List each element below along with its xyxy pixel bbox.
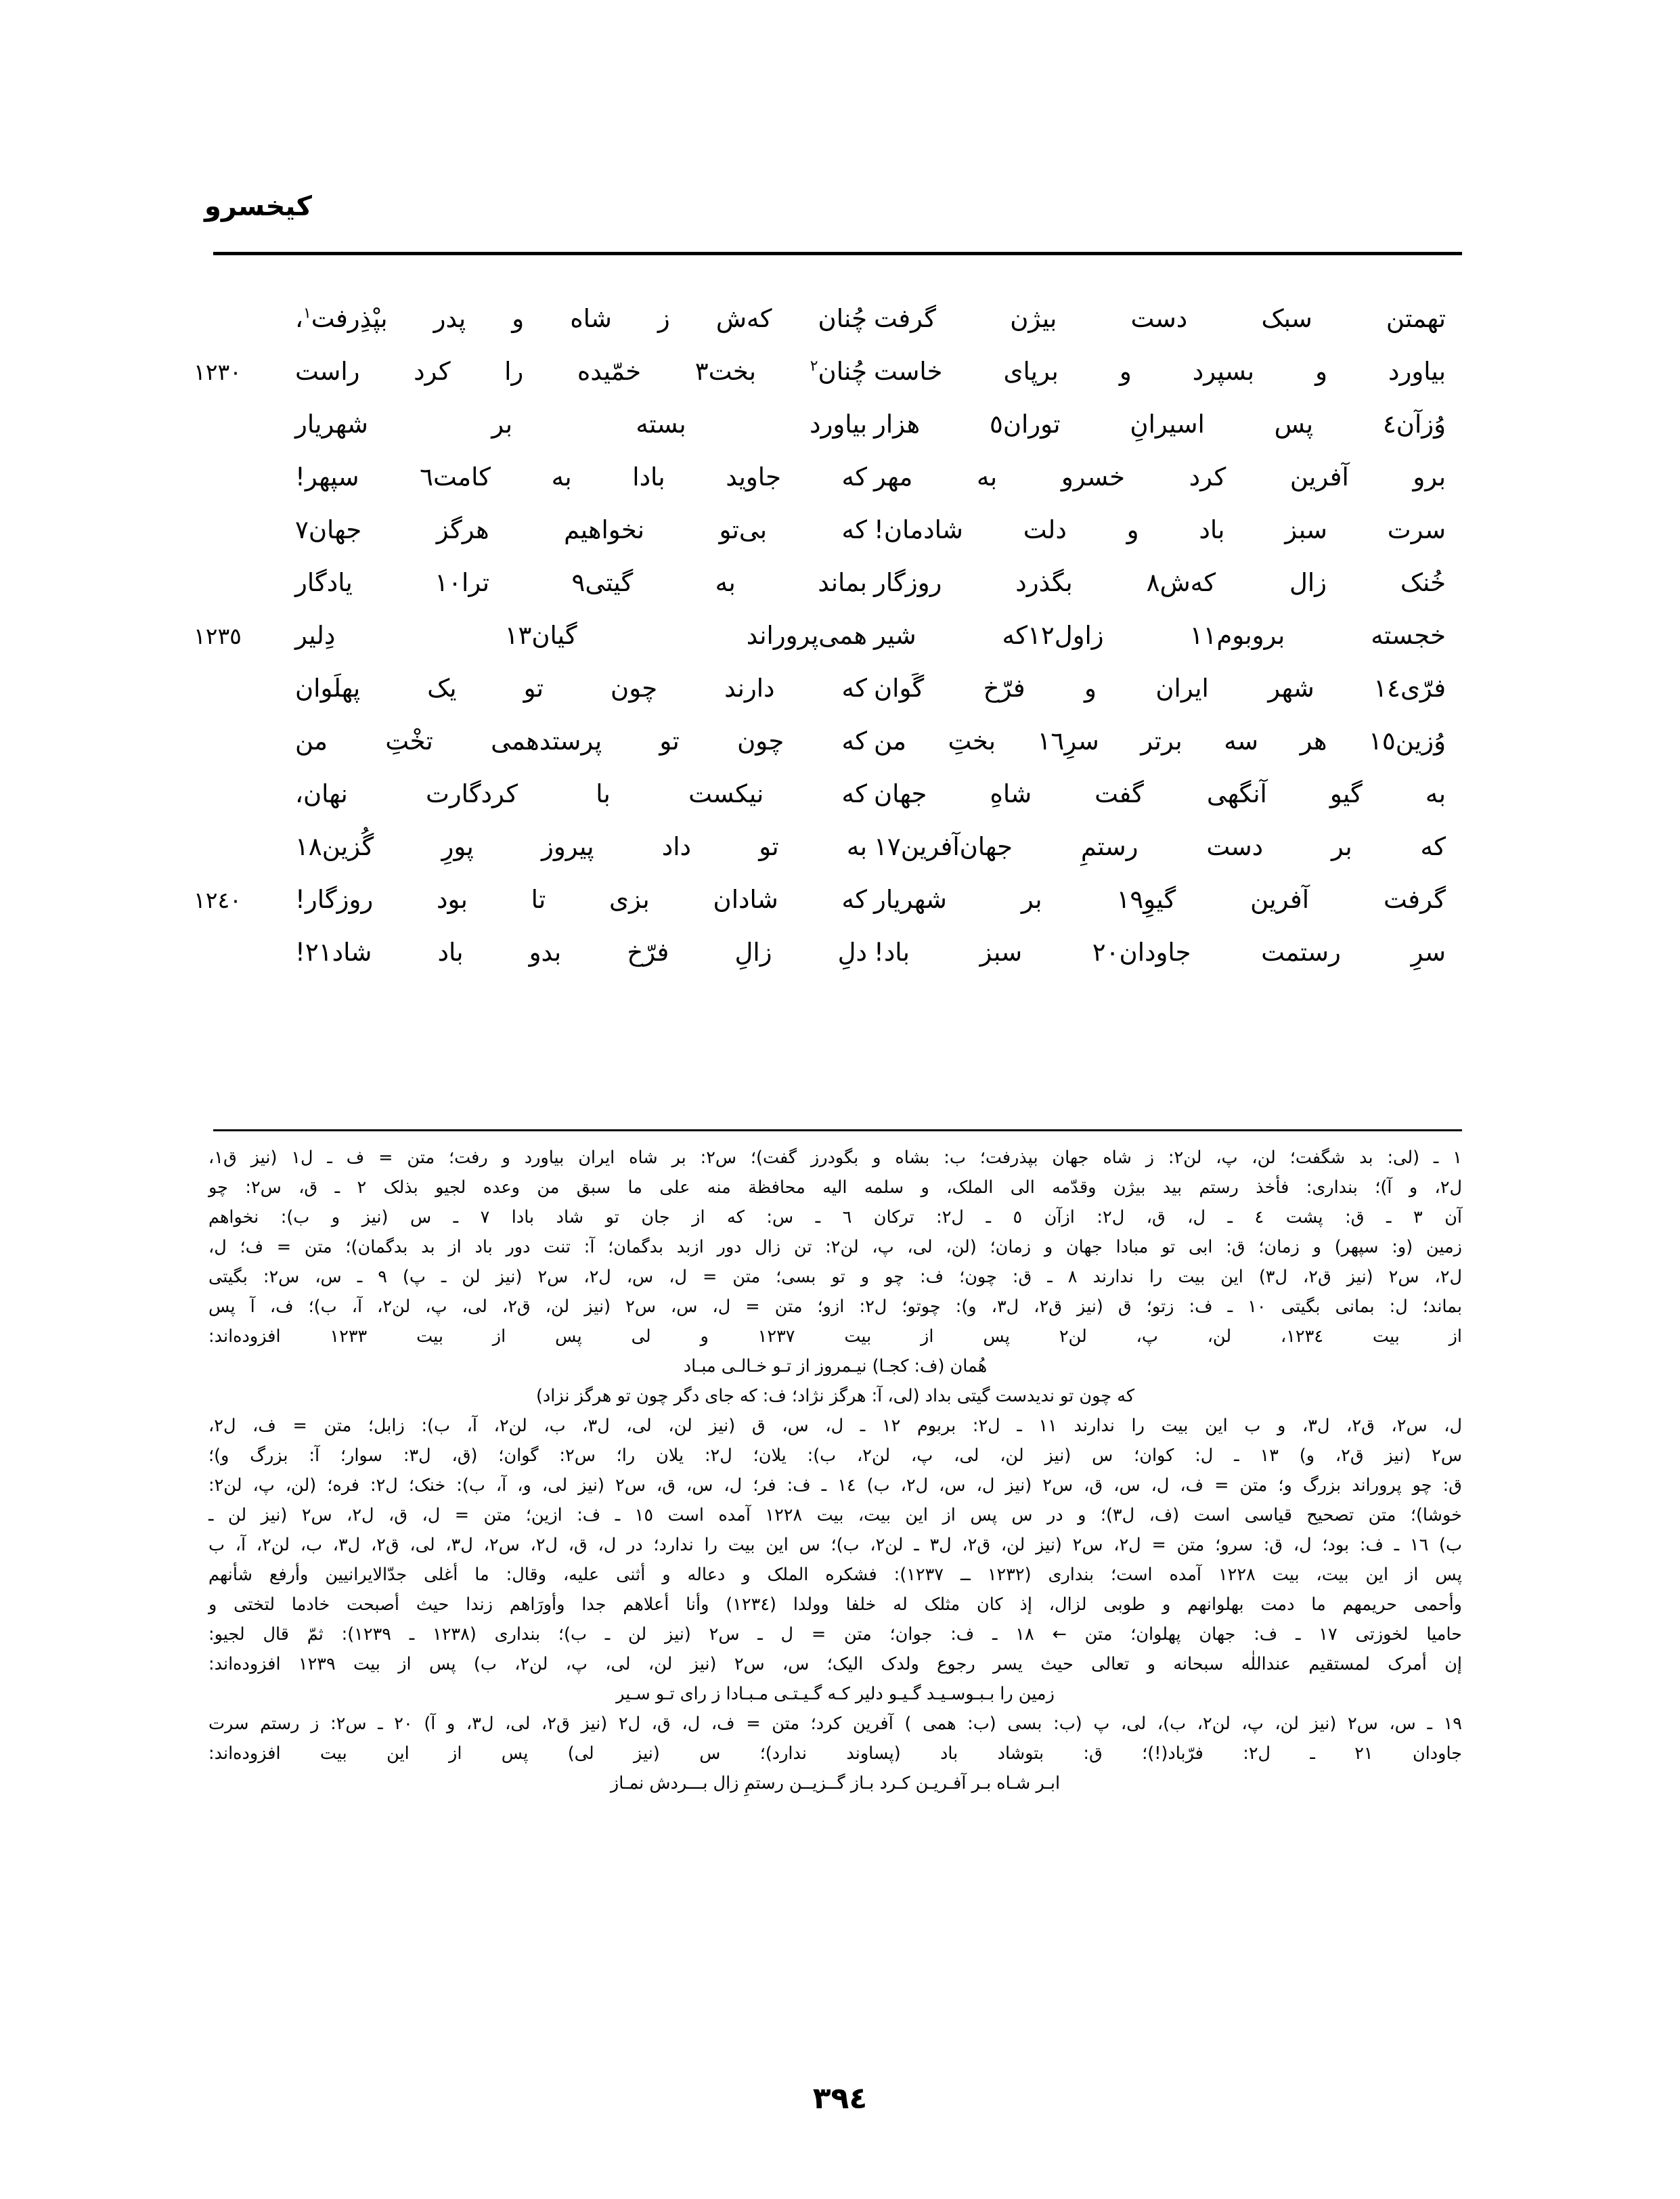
apparatus-line: ب) ١٦ ـ ف: بود؛ ل، ق: سرو؛ متن = ل٢، س٢ (نیز لن، ق٢، ل٣ ـ لن٢، ب)؛ س این بیت را ندارد؛ در ل، ق، ل٢، س٢، ل٣، لی، ق٢، ل٣، ب، لن٢، آ، ب: [208, 1535, 1462, 1555]
verse-row: [211, 715, 1457, 768]
hemistich-left: دلِ زالِ فرّخ بدو باد شاد٢١!: [295, 938, 867, 967]
hemistich-left-text: چُنان: [818, 357, 867, 386]
hemistich-left: بیاورد بسته بر شهریار: [295, 410, 867, 439]
apparatus-quoted-verse: هُمان (ف: کجـا) نیـمروز از تـو خـالـی مبـاد: [683, 1356, 988, 1376]
apparatus-line: حامیا لخوزتی ١٧ ـ ف: جهان پهلوان؛ متن ← ١٨ ـ ف: جوان؛ متن = ل ـ س٢ (نیز لن ـ ب)؛ بنداری (١٢٣٨ ـ ١٢٣٩): ثمّ قال لجیو:: [208, 1624, 1463, 1645]
hemistich-right: برو آفرین کرد خسرو به مهر: [874, 462, 1446, 492]
hemistich-left-tail: ،: [295, 304, 303, 333]
running-head-title: کیخسرو: [204, 191, 312, 222]
hemistich-right: بیاورد و بسپرد و برپای خاست: [874, 357, 1446, 386]
hemistich-left: که شادان بزی تا بود روزگار!: [295, 885, 867, 914]
verse-row: [211, 504, 1457, 557]
verse-row: [211, 821, 1457, 873]
hemistich-left-text: چُنان که‌ش ز شاه و پدر بپْذِرفت: [311, 304, 867, 333]
verse-footnote-marker: ٢: [810, 357, 818, 375]
apparatus-quoted-verse: زمین را بـبـوسـیـد گـیـو دلیر کـه گـیـتـی مـبـادا ز رای تـو سـیر: [616, 1684, 1055, 1704]
hemistich-right: که بر دست رستمِ جهان‌آفرین١٧: [874, 832, 1446, 861]
hemistich-left: بماند به گیتی٩ ترا١٠ یادگار: [295, 568, 867, 597]
hemistich-left: به تو داد پیروز پورِ گُزین١٨: [295, 832, 867, 861]
critical-apparatus: [208, 1143, 1462, 1798]
hemistich-left: که نیکست با کردگارت نهان،: [295, 779, 867, 808]
hemistich-left: [295, 345, 874, 398]
apparatus-line: ل٢، و آ)؛ بنداری: فأخذ رستم بید بیژن وقدّمه الی الملک، و سلمه الیه محافظة منه علی ما سبق من وعده لجیو بذلک ٢ ـ ق، س٢: چو: [208, 1177, 1463, 1198]
hemistich-left: که جاوید بادا به کامت٦ سپهر!: [295, 462, 867, 492]
verse-row: [194, 345, 1457, 398]
apparatus-line: ل، س٢، ق٢، ل٣، و ب این بیت را ندارند ١١ ـ ل٢: بربوم ١٢ ـ ل، س، ق (نیز لن، لی، ل٣، ب، لن٢، آ، ب): زابل؛ متن = ف، ل٢،: [208, 1416, 1462, 1436]
verse-number: ١٢٣٥: [194, 623, 242, 649]
apparatus-line: جاودان ٢١ ـ ل٢: فرّباد(!)؛ ق: بتوشاد باد (پساوند ندارد)؛ س (نیز لی) پس از این بیت افزوده‌اند:: [208, 1743, 1462, 1764]
hemistich-right: خجسته بروبوم١١ زاول١٢که شیر: [874, 621, 1446, 650]
apparatus-divider: [213, 1129, 1462, 1131]
verse-number: ١٢٤٠: [194, 887, 242, 913]
apparatus-line: بماند؛ ل: بمانی بگیتی ١٠ ـ ف: زتو؛ ق (نیز ق٢، ل٣، و): چوتو؛ ل٢: ازو؛ متن = ل، س، س٢ (نیز لن، ق٢، لی، پ، لن٢، آ، ب)؛ ف، آ پس: [208, 1297, 1463, 1317]
hemistich-right: خُنک زال که‌ش٨ بگذرد روزگار: [874, 568, 1446, 597]
apparatus-line: پس از این بیت، بیت ١٢٢٨ آمده است؛ بنداری (١٢٣٢ ــ ١٢٣٧): فشکره الملک و دعاله و أثنی علیه، وقال: ما أغلی جدّالایرانیین وأرفع شأنهم: [208, 1565, 1462, 1585]
poem-block: [194, 292, 1457, 979]
hemistich-left: همی‌پروراند گیان١٣ دِلیر: [295, 621, 867, 650]
running-head: [204, 191, 1463, 222]
hemistich-left: که بی‌تو نخواهیم هرگز جهان٧: [295, 515, 867, 544]
verse-footnote-marker: ١: [303, 305, 311, 322]
apparatus-line: ١ ـ (لی: بد شگفت؛ لن، پ، لن٢: ز شاه جهان بپذرفت؛ ب: بشاه و بگودرز گفت)؛ س٢: بر شاه ایران بیاورد و رفت؛ متن = ف ـ ل١ (نیز ق١،: [208, 1148, 1462, 1168]
hemistich-right: وُزین١٥ هر سه برتر سرِ١٦ بختِ من: [874, 726, 1446, 756]
hemistich-right: سرِ رستمت جاودان٢٠ سبز باد!: [874, 938, 1446, 967]
apparatus-line: ١٩ ـ س، س٢ (نیز لن، پ، لن٢، ب)، لی، پ (ب: بسی (ب: همی ) آفرین کرد؛ متن = ف، ل، ق، ل٢ (نیز ق٢، لی، ل٣، و آ) ٢٠ ـ س٢: ز رستم سرت: [208, 1714, 1463, 1734]
verse-number: ١٢٣٠: [194, 359, 242, 385]
hemistich-right: وُزآن٤ پس اسیرانِ توران٥ هزار: [874, 410, 1446, 439]
verse-row: [211, 557, 1457, 609]
hemistich-right: به گیو آنگهی گفت شاهِ جهان: [874, 779, 1446, 808]
hemistich-left: [295, 292, 874, 345]
hemistich-left: که چون تو پرستدهمی تخْتِ من: [295, 726, 867, 756]
apparatus-line: از بیت ١٢٣٤، لن، پ، لن٢ پس از بیت ١٢٣٧ و لی پس از بیت ١٢٣٣ افزوده‌اند:: [208, 1326, 1463, 1347]
hemistich-right: فرّی١٤ شهر ایران و فرّخ گَوان: [874, 674, 1446, 703]
verse-row: [211, 768, 1457, 821]
verse-row: [194, 873, 1457, 926]
verse-row: [211, 398, 1457, 451]
verse-row: [194, 609, 1457, 662]
apparatus-line: آن ٣ ـ ق: پشت ٤ ـ ل، ق، ل٢: ازآن ٥ ـ ل٢: ترکان ٦ ـ س: که از جان تو شاد بادا ٧ ـ س (نیز و ب): نخواهم: [208, 1207, 1463, 1227]
apparatus-line: زمین (و: سپهر) و زمان؛ ق: ابی تو مبادا جهان و زمان؛ (لن، لی، پ، لن٢: تن زال دور ازبد بدگمان؛ آ: تنت دور باد از بد بدگمان)؛ متن = ف؛ ل،: [208, 1237, 1462, 1257]
hemistich-right: گرفت آفرین گیوِ١٩ بر شهریار: [874, 885, 1446, 914]
verse-row: [211, 451, 1457, 504]
apparatus-quoted-verse: که چون تو ندیدست گیتی بداد (لی، آ: هرگز نژاد؛ ف: که جای دگر چون تو هرگز نزاد): [535, 1386, 1135, 1406]
apparatus-line: وأحمی حریمهم ما دمت بهلوانهم و طوبی لزال، إذ کان مثلک له خلفا وولدا (١٢٣٤) وأنا أعلاهم جدا وأورَاهم زندا حیث أصبحت خادما لتختی و: [208, 1594, 1462, 1615]
hemistich-left: که دارند چون تو یک پهلَوان: [295, 674, 867, 703]
apparatus-line: خوشا)؛ متن تصحیح قیاسی است (ف، ل٣)؛ و در س پس از این بیت، بیت ١٢٢٨ آمده است ١٥ ـ ف: ازین؛ متن = ل، ق، ل٢، س٢ (نیز لن ـ: [208, 1505, 1462, 1525]
apparatus-quoted-verse: ابـر شـاه بـر آفـریـن کـرد بـاز گــزیــن رستمِ زال بـــردش نمـاز: [610, 1773, 1061, 1793]
hemistich-right: تهمتن سبک دست بیژن گرفت: [874, 304, 1446, 333]
verse-row: [211, 292, 1457, 345]
verse-row: [211, 662, 1457, 715]
folio-number: ٣٩٤: [812, 2081, 868, 2116]
apparatus-line: إن أمرک لمستقیم عنداللٰه سبحانه و تعالی حیث یسر رجوع ولدک الیک؛ س، س٢ (نیز لن، لی، پ، لن٢، ب) پس از بیت ١٢٣٩ افزوده‌اند:: [208, 1654, 1463, 1674]
apparatus-line: ل٢، س٢ (نیز ق٢، ل٣) این بیت را ندارند ٨ ـ ق: چون؛ ف: چو و تو بسی؛ متن = ل، س، ل٢، س٢ (نیز لن ـ پ) ٩ ـ س، س٢: بگیتی: [208, 1267, 1462, 1287]
verse-row: [211, 926, 1457, 979]
hemistich-right: سرت سبز باد و دلت شادمان!: [874, 515, 1446, 544]
hemistich-left-tail: بخت٣ خمّیده را کرد راست: [295, 357, 810, 386]
header-divider: [213, 252, 1462, 255]
apparatus-line: س٢ (نیز ق٢، و) ١٣ ـ ل: کوان؛ س (نیز لن، لی، پ، لن٢، ب): یلان؛ ل٢: یلان را؛ س٢: گوان؛ (ق، ل٣: سوار؛ آ: بزرگ و)؛: [208, 1445, 1462, 1466]
apparatus-line: ق: چو پروراند بزرگ و؛ متن = ف، ل، س، ق، س٢ (نیز ل، س، ل٢، ب) ١٤ ـ ف: فر؛ ل، س، ق، س٢ (نیز لی، و، آ، ب): خنک؛ ل٢: فره؛ (لن، پ، لن٢:: [208, 1475, 1462, 1496]
